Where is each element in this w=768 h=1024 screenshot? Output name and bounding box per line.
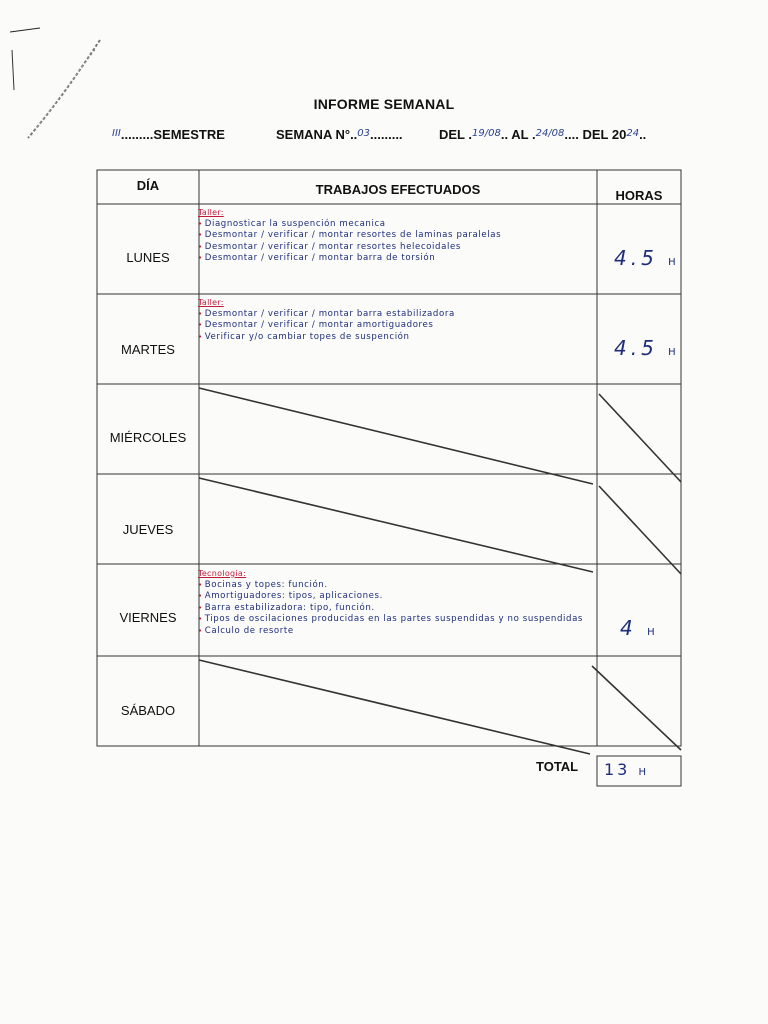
cross-out-miercoles-work [199,388,593,484]
semester-label: SEMESTRE [153,127,225,142]
work-item: • Bocinas y topes: función. [198,579,328,590]
total-hours: 13 H [604,760,646,779]
work-item: • Desmontar / verificar / montar resortes helecoidales [198,241,461,252]
year-label: DEL 20 [582,127,627,142]
total-label: TOTAL [536,759,579,774]
work-item: • Calculo de resorte [198,625,294,636]
day-sabado: SÁBADO [120,703,176,718]
hours-viernes: 4 H [620,616,655,640]
cross-out-sabado-work [199,660,590,754]
date-range-line: DEL .$^{19/08}$.. AL .$^{24/08}$.... DEL $20^{24}$.. [439,127,647,142]
work-item: • Barra estabilizadora: tipo, función. [198,602,375,613]
cross-out-sabado-hours [592,666,681,750]
work-category: Tecnologia: [198,569,247,578]
work-entry-viernes [198,568,596,637]
cross-out-jueves-work [199,478,593,572]
from-date: 19/08 [472,128,501,139]
hours-lunes: 4.5 H [614,246,676,270]
day-miercoles: MIÉRCOLES [109,430,187,445]
cross-out-miercoles-hours [599,394,681,482]
semester-value: III [112,128,121,139]
page-title: INFORME SEMANAL [313,96,455,112]
col-header-work: TRABAJOS EFECTUADOS [315,182,481,197]
work-item: • Desmontar / verificar / montar barra estabilizadora [198,308,455,319]
day-martes: MARTES [121,342,175,357]
work-category: Taller: [198,208,224,217]
col-header-hours: HORAS [615,188,663,203]
day-jueves: JUEVES [122,522,174,537]
hours-martes: 4.5 H [614,336,676,360]
work-item: • Amortiguadores: tipos, aplicaciones. [198,591,383,601]
from-label: DEL [439,127,465,142]
to-label: AL [511,127,529,142]
to-date: 24/08 [535,128,565,139]
work-item: • Tipos de oscilaciones producidas en las partes suspendidas y no suspendidas [198,614,584,624]
semester-line: $^{III}$.........SEMESTRE [112,127,225,142]
work-item: • Desmontar / verificar / montar barra de torsión [198,253,436,263]
work-item: • Desmontar / verificar / montar amortiguadores [198,320,434,330]
week-value: 03 [357,128,371,139]
week-line: SEMANA N°..$^{03}$......... [276,127,403,142]
col-header-day: DÍA [136,178,160,193]
day-viernes: VIERNES [119,610,177,625]
work-entry-lunes [198,207,596,265]
cross-out-jueves-hours [599,486,681,574]
work-item: • Verificar y/o cambiar topes de suspención [198,331,410,342]
work-entry-martes [198,297,596,343]
week-label: SEMANA N° [276,127,351,142]
year-value: 24 [626,128,640,139]
work-item: • Diagnosticar la suspención mecanica [198,218,386,229]
day-lunes: LUNES [126,250,170,265]
work-category: Taller: [198,298,224,307]
work-item: • Desmontar / verificar / montar resortes de laminas paralelas [198,230,502,240]
